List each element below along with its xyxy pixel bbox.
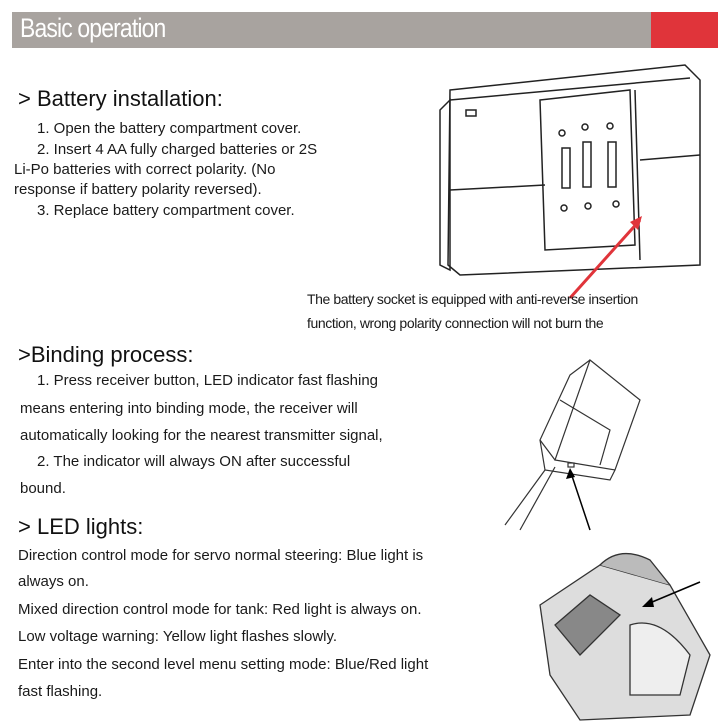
battery-socket-caption-2: function, wrong polarity connection will not burn the (307, 315, 604, 331)
binding-step-2-cont: bound. (20, 480, 66, 497)
header-accent-block (651, 12, 718, 48)
led-line-2: always on. (18, 573, 89, 590)
battery-step-2-cont: Li-Po batteries with correct polarity. (No (14, 161, 276, 178)
binding-step-1-cont2: automatically looking for the nearest transmitter signal, (20, 427, 383, 444)
led-line-5: Enter into the second level menu setting mode: Blue/Red light (18, 656, 429, 673)
transmitter-led-illustration (520, 545, 726, 726)
led-line-4: Low voltage warning: Yellow light flashes slowly. (18, 628, 338, 645)
led-heading: > LED lights: (18, 514, 144, 539)
binding-step-1: 1. Press receiver button, LED indicator fast flashing (37, 372, 379, 389)
battery-heading: > Battery installation: (18, 86, 223, 111)
battery-step-2: 2. Insert 4 AA fully charged batteries or 2S (37, 141, 318, 158)
battery-step-1: 1. Open the battery compartment cover. (37, 120, 302, 137)
led-line-1: Direction control mode for servo normal steering: Blue light is (18, 547, 424, 564)
receiver-illustration (500, 355, 650, 535)
led-line-3: Mixed direction control mode for tank: Red light is always on. (18, 601, 422, 618)
binding-step-2: 2. The indicator will always ON after successful (37, 453, 351, 470)
led-line-6: fast flashing. (18, 683, 103, 700)
binding-heading: >Binding process: (18, 342, 194, 367)
binding-step-1-cont: means entering into binding mode, the receiver will (20, 400, 358, 417)
battery-step-2-cont2: response if battery polarity reversed). (14, 181, 262, 198)
battery-socket-caption-1: The battery socket is equipped with anti-reverse insertion (307, 291, 638, 307)
page-title: Basic operation (20, 13, 166, 43)
battery-step-3: 3. Replace battery compartment cover. (37, 202, 295, 219)
transmitter-battery-illustration (420, 60, 720, 300)
